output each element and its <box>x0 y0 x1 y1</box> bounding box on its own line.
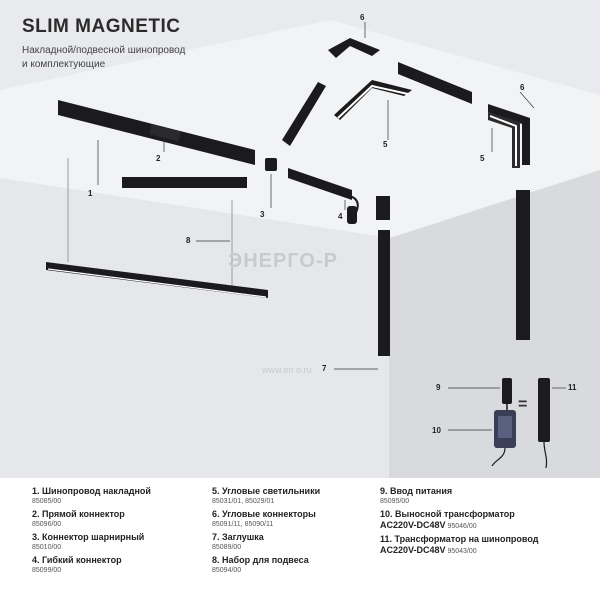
legend-panel <box>0 478 600 600</box>
track-vertical-right <box>516 190 530 340</box>
legend-item: 8. Набор для подвеса 85094/00 <box>212 555 309 574</box>
callout-4: 4 <box>338 212 343 221</box>
callout-2: 2 <box>156 154 161 163</box>
callout-5b: 5 <box>480 154 485 163</box>
callout-5a: 5 <box>383 140 388 149</box>
callout-11: 11 <box>568 383 577 392</box>
subtitle-line-1: Накладной/подвесной шинопровод <box>22 45 186 56</box>
callout-6a: 6 <box>360 13 365 22</box>
track-transformer <box>538 378 550 442</box>
legend-column-2 <box>212 486 320 578</box>
remote-transformer-label <box>498 416 512 438</box>
track-vertical-left <box>378 230 390 356</box>
legend-item: 4. Гибкий коннектор 85099/00 <box>32 555 122 574</box>
legend-item: 1. Шинопровод накладной 85085/00 <box>32 486 151 505</box>
subtitle-line-2: и комплектующие <box>22 59 106 70</box>
legend-item: 7. Заглушка 85089/00 <box>212 532 264 551</box>
page-subtitle <box>22 44 242 72</box>
legend-item: 2. Прямой коннектор 85096/00 <box>32 509 125 528</box>
equals-sign: = <box>518 396 528 413</box>
callout-6b: 6 <box>520 83 525 92</box>
legend-item: 3. Коннектор шарнирный 85010/00 <box>32 532 145 551</box>
callout-3: 3 <box>260 210 265 219</box>
legend-column-3 <box>380 486 538 559</box>
hinged-connector <box>265 158 277 171</box>
corner-connector-small <box>376 196 390 220</box>
watermark-brand: ЭНЕРГО-Р <box>228 250 338 272</box>
track-short <box>122 177 247 188</box>
callout-7: 7 <box>322 364 327 373</box>
callout-9: 9 <box>436 383 441 392</box>
callout-10: 10 <box>432 426 441 435</box>
callout-8: 8 <box>186 236 191 245</box>
callout-1: 1 <box>88 189 93 198</box>
legend-item: 11. Трансформатор на шинопровод AC220V-DC48V 95043/00 <box>380 534 539 555</box>
power-input <box>502 378 512 404</box>
legend-column-1 <box>32 486 151 578</box>
legend-item: 5. Угловые светильники 85031/01, 85029/01 <box>212 486 321 505</box>
legend-item: 10. Выносной трансформатор AC220V-DC48V 95046/00 <box>380 509 515 530</box>
flexible-connector <box>347 206 357 224</box>
legend-item: 6. Угловые коннекторы 85091/11, 85090/11 <box>212 509 316 528</box>
watermark-url: www.en o.ru <box>262 365 312 375</box>
page-title: SLIM MAGNETIC <box>22 16 181 37</box>
legend-item: 9. Ввод питания 85095/00 <box>380 486 453 505</box>
